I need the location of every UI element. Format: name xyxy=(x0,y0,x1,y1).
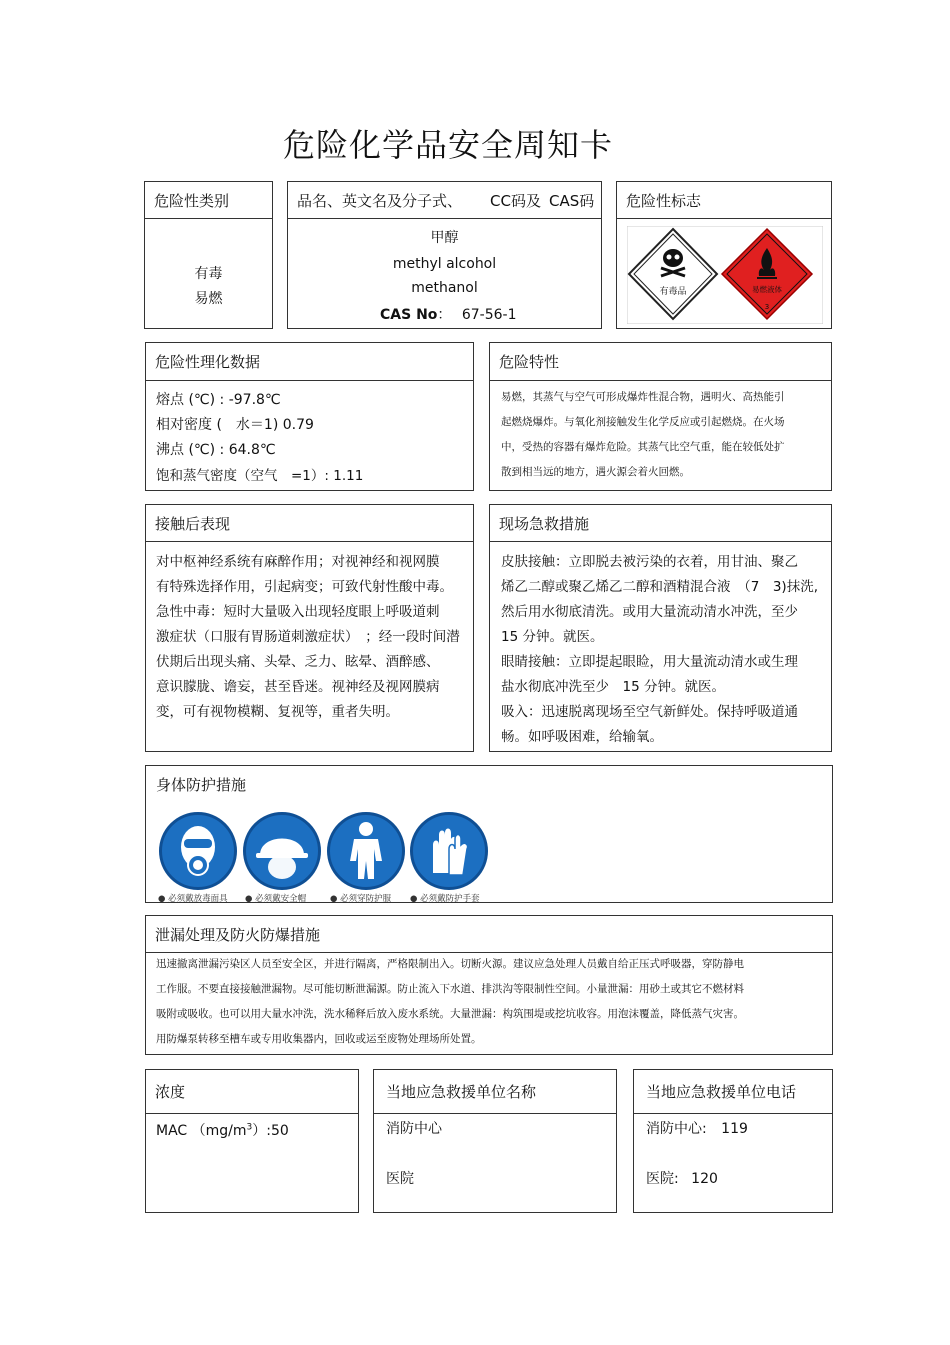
rescue-unit-header: 当地应急救援单位名称 xyxy=(374,1070,616,1114)
physchem-box xyxy=(145,342,474,491)
first-aid-line: 15 分钟。就医。 xyxy=(501,629,604,645)
safety-helmet-label: ● 必须戴安全帽 xyxy=(245,894,307,904)
protective-gloves-icon xyxy=(410,812,488,890)
vapor-density: 饱和蒸气密度（空气 =1）: 1.11 xyxy=(156,468,364,484)
first-aid-line: 然后用水彻底清洗。或用大量流动清水冲洗，至少 xyxy=(501,604,798,620)
leak-line: 迅速撤离泄漏污染区人员至安全区，并进行隔离，严格限制出入。切断火源。建议应急处理人员戴自给正压式呼吸器，穿防静电 xyxy=(156,958,744,970)
leak-line: 吸附或吸收。也可以用大量水冲洗，洗水稀释后放入废水系统。大量泄漏：构筑围堤或挖坑收容。用泡沫覆盖，降低蒸气灾害。 xyxy=(156,1008,744,1020)
page-title: 危险化学品安全周知卡 xyxy=(283,126,614,164)
hazard-signs-image xyxy=(627,226,823,324)
identity-header-cas: CAS码 xyxy=(548,191,595,210)
hospital-phone-number: 120 xyxy=(691,1171,718,1187)
cas-label: CAS No xyxy=(380,307,438,323)
concentration-header: 浓度 xyxy=(146,1070,358,1114)
mac-value-line xyxy=(156,1120,289,1140)
exposure-header: 接触后表现 xyxy=(146,505,473,542)
fire-phone-line xyxy=(646,1118,748,1138)
hazard-sign-box xyxy=(616,181,832,329)
first-aid-line: 烯乙二醇或聚乙烯乙二醇和酒精混合液 （7 3)抹洗, xyxy=(501,579,818,595)
melting-point: 熔点 (℃) : -97.8℃ xyxy=(156,392,281,408)
rescue-unit-hospital: 医院 xyxy=(386,1171,414,1187)
hospital-phone-label: 医院: xyxy=(646,1171,679,1187)
exposure-line: 有特殊选择作用，引起病变；可致代射性酸中毒。 xyxy=(156,579,453,595)
first-aid-line: 盐水彻底冲洗至少 15 分钟。就医。 xyxy=(501,679,725,695)
protection-header: 身体防护措施 xyxy=(156,776,247,794)
first-aid-header: 现场急救措施 xyxy=(490,505,831,542)
mac-unit-superscript: 3 xyxy=(246,1122,253,1133)
hazard-props-line: 散到相当远的地方，遇火源会着火回燃。 xyxy=(501,466,690,478)
chemical-cn-name: 甲醇 xyxy=(430,230,459,246)
first-aid-line: 吸入：迅速脱离现场至空气新鲜处。保持呼吸道通 xyxy=(501,704,798,720)
hospital-phone-line xyxy=(646,1168,718,1188)
gas-mask-icon xyxy=(159,812,237,890)
chemical-en-name: methyl alcohol xyxy=(392,256,497,272)
cas-separator: ： xyxy=(437,307,452,323)
leak-line: 用防爆泵转移至槽车或专用收集器内，回收或运至废物处理场所处置。 xyxy=(156,1033,482,1045)
leak-header: 泄漏处理及防火防爆措施 xyxy=(146,916,832,953)
first-aid-box xyxy=(489,504,832,752)
concentration-box xyxy=(145,1069,359,1213)
rescue-phone-header: 当地应急救援单位电话 xyxy=(634,1070,832,1114)
exposure-line: 变，可有视物模糊、复视等，重者失明。 xyxy=(156,704,399,720)
flammable-sign-label: 易燃液体 xyxy=(752,285,782,294)
hazard-category-flammable: 易燃 xyxy=(194,291,223,307)
identity-header-cc: CC码及 xyxy=(490,191,541,210)
rescue-unit-fire: 消防中心 xyxy=(386,1121,442,1137)
first-aid-line: 皮肤接触：立即脱去被污染的衣着，用甘油、聚乙 xyxy=(501,554,798,570)
hazard-props-header: 危险特性 xyxy=(490,343,831,381)
rescue-unit-box xyxy=(373,1069,617,1213)
first-aid-line: 眼睛接触：立即提起眼睑，用大量流动清水或生理 xyxy=(501,654,798,670)
hazard-category-box xyxy=(144,181,273,329)
hazard-props-line: 易燃，其蒸气与空气可形成爆炸性混合物，遇明火、高热能引 xyxy=(501,391,785,403)
exposure-line: 急性中毒：短时大量吸入出现轻度眼上呼吸道刺 xyxy=(156,604,440,620)
protective-suit-icon xyxy=(327,812,405,890)
cas-number-line xyxy=(380,304,517,324)
hazard-category-header: 危险性类别 xyxy=(145,182,272,219)
hazard-props-box xyxy=(489,342,832,491)
protective-gloves-label: ● 必须戴防护手套 xyxy=(410,894,480,904)
rescue-phone-box xyxy=(633,1069,833,1213)
chemical-en-name-alt: methanol xyxy=(411,280,478,296)
leak-line: 工作服。不要直接接触泄漏物。尽可能切断泄漏源。防止流入下水道、排洪沟等限制性空间。小量泄漏：用砂土或其它不燃材料 xyxy=(156,983,744,995)
relative-density: 相对密度 ( 水＝1) 0.79 xyxy=(156,417,314,433)
identity-box xyxy=(287,181,602,329)
cas-value: 67-56-1 xyxy=(461,307,517,323)
exposure-line: 意识朦胧、谵妄，甚至昏迷。视神经及视网膜病 xyxy=(156,679,440,695)
exposure-line: 激症状（口服有胃肠道刺激症状） ；经一段时间潜 xyxy=(156,629,460,645)
identity-header-main: 品名、英文名及分子式、 xyxy=(297,191,463,210)
hazard-props-line: 起燃烧爆炸。与氧化剂接触发生化学反应或引起燃烧。在火场 xyxy=(501,416,785,428)
safety-helmet-icon xyxy=(243,812,321,890)
fire-phone-number: 119 xyxy=(721,1121,748,1137)
mac-value: ）:50 xyxy=(252,1123,289,1139)
hazard-category-toxic: 有毒 xyxy=(194,266,223,282)
fire-phone-label: 消防中心: xyxy=(646,1121,707,1137)
exposure-line: 伏期后出现头痛、头晕、乏力、眩晕、酒醉感、 xyxy=(156,654,440,670)
identity-header xyxy=(288,182,601,219)
hazard-props-line: 中，受热的容器有爆炸危险。其蒸气比空气重，能在较低处扩 xyxy=(501,441,785,453)
leak-box xyxy=(145,915,833,1055)
mac-label: MAC （mg/m xyxy=(156,1123,247,1139)
boiling-point: 沸点 (℃) : 64.8℃ xyxy=(156,442,276,458)
gas-mask-label: ● 必须戴放毒面具 xyxy=(158,894,228,904)
protective-suit-label: ● 必须穿防护服 xyxy=(330,894,392,904)
physchem-header: 危险性理化数据 xyxy=(146,343,473,381)
toxic-sign-label: 有毒品 xyxy=(659,287,687,297)
hazard-sign-header: 危险性标志 xyxy=(617,182,831,219)
exposure-box xyxy=(145,504,474,752)
exposure-line: 对中枢神经系统有麻醉作用；对视神经和视网膜 xyxy=(156,554,440,570)
flammable-class-number: 3 xyxy=(764,303,770,311)
first-aid-line: 畅。如呼吸困难，给输氧。 xyxy=(501,729,663,745)
